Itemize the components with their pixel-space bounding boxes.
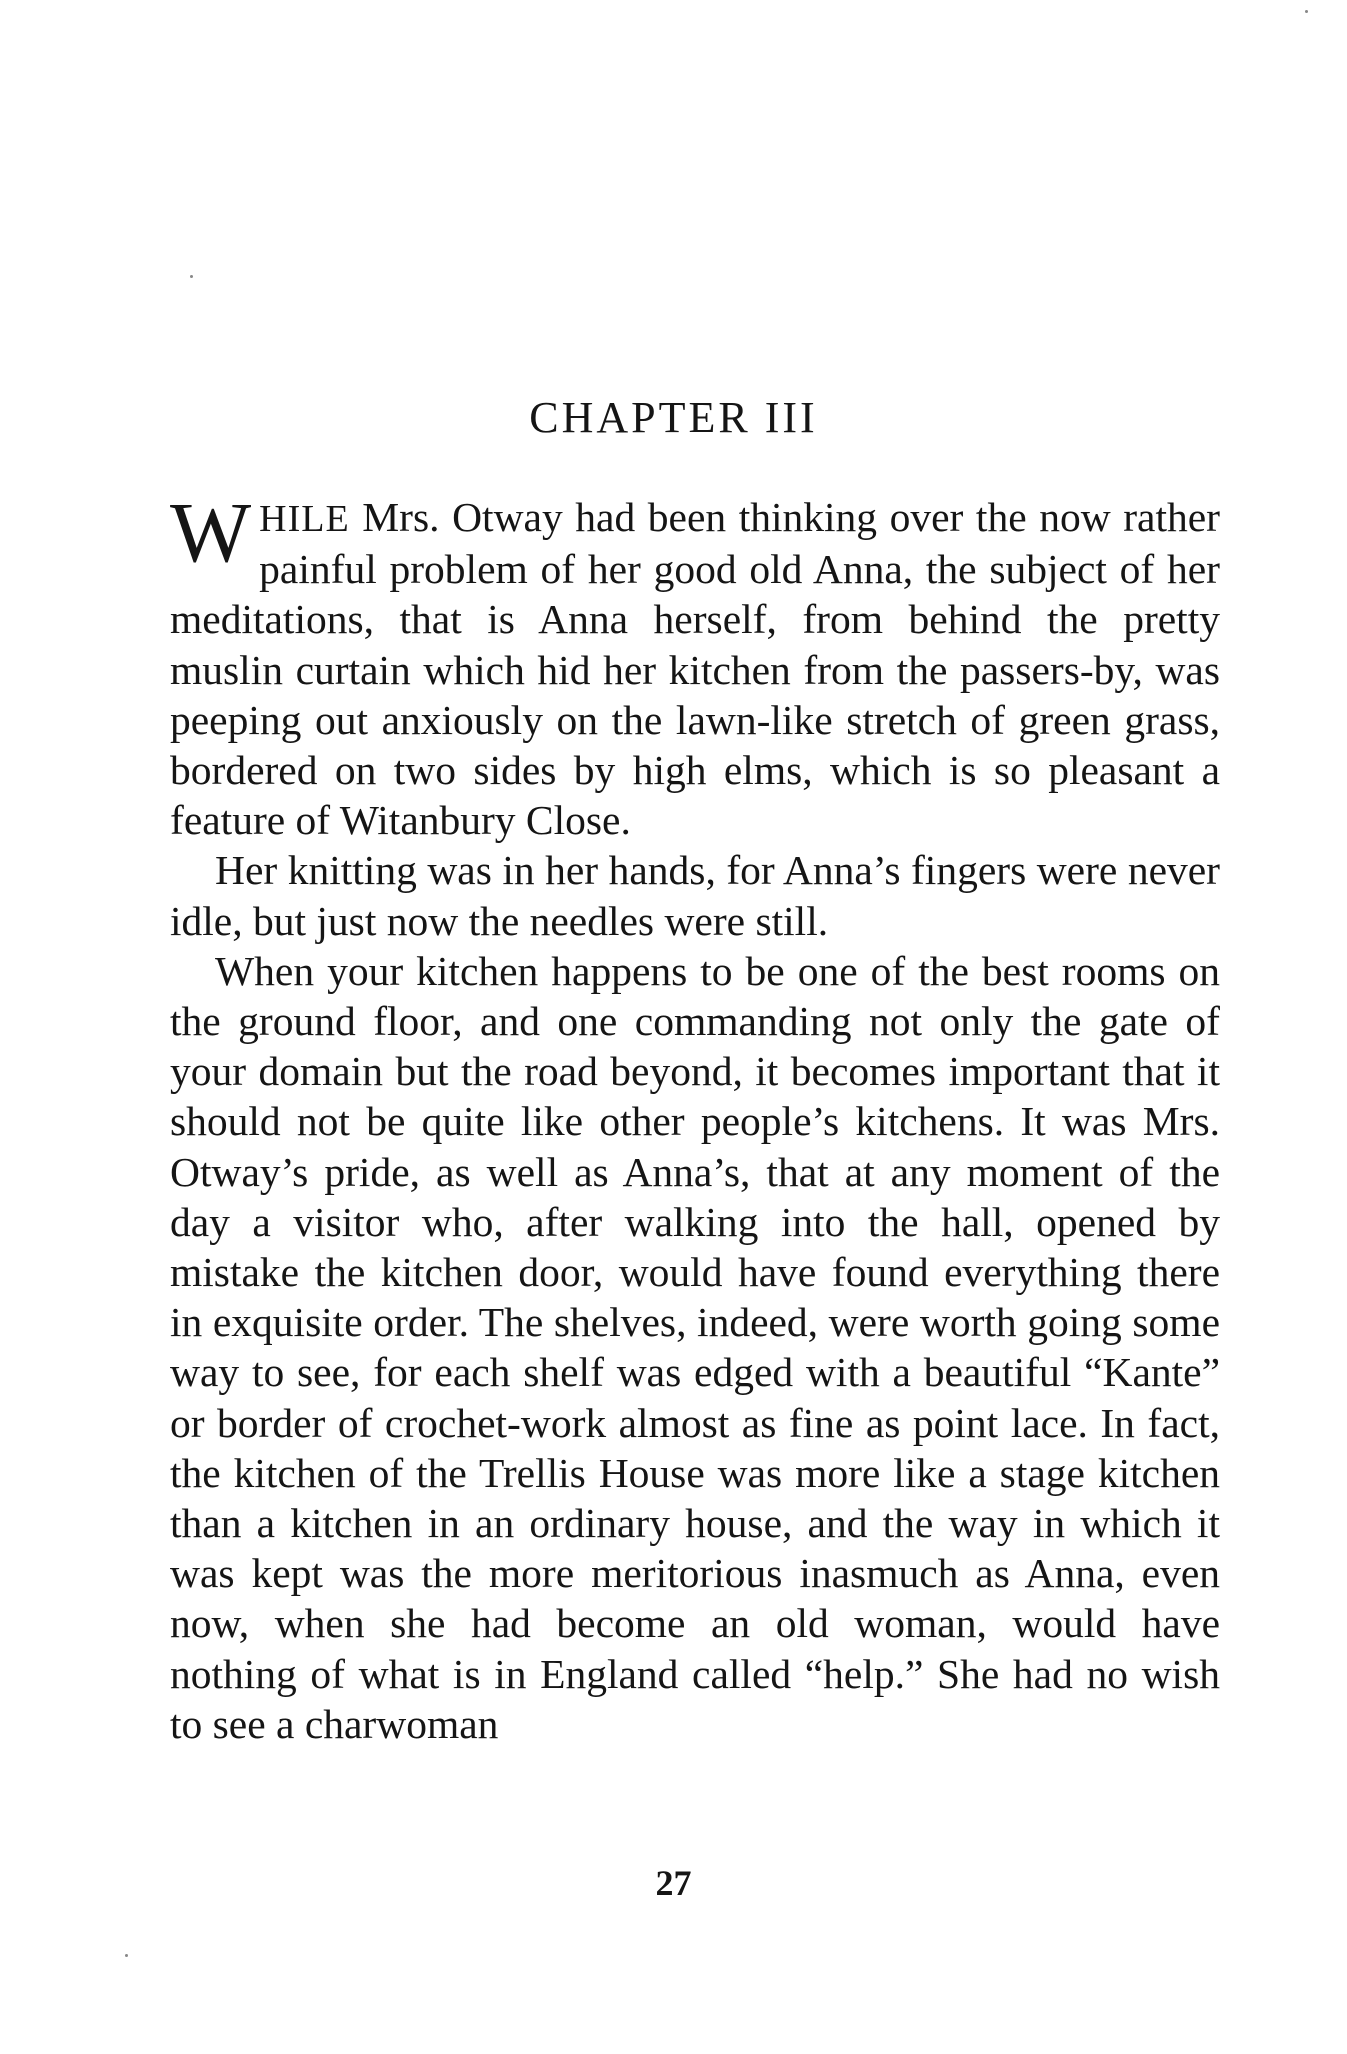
page-number: 27 (655, 1863, 692, 1903)
drop-cap: W (170, 484, 252, 580)
chapter-title: CHAPTER III (529, 393, 818, 442)
paragraph-2: Her knitting was in her hands, for Anna’s fingers were never idle, but just now the needles were still. (170, 847, 1220, 944)
paper-speck (125, 1954, 128, 1957)
paper-speck (1305, 10, 1308, 13)
paragraph-1 (170, 484, 1220, 845)
paragraph-3: When your kitchen happens to be one of the best rooms on the ground floor, and one commanding not only the gate of your domain but the road beyond, it becomes important that it should not be quite like other people’s kitchens. It was Mrs. Otway’s pride, as well as Anna’s, that at any moment of the day a visitor who, after walking into the hall, opened by mistake the kitchen door, would have found everything there in exquisite order. The shelves, indeed, were worth going some way to see, for each shelf was edged with a beautiful “Kante” or border of crochet-work almost as fine as point lace. In fact, the kitchen of the Trellis House was more like a stage kitchen than a kitchen in an ordinary house, and the way in which it was kept was the more meritorious inasmuch as Anna, even now, when she had become an old woman, would have nothing of what is in England called “help.” She had no wish to see a charwoman (170, 947, 1220, 1747)
paragraph-1-text: Mrs. Otway had been thinking over the now rather painful problem of her good old Anna, the subject of her meditations, that is Anna herself, from behind the pretty muslin curtain which hid her kitchen from the passers-by, was peeping out anxiously on the lawn-like stretch of green grass, bordered on two sides by high elms, which is so pleasant a feature of Witanbury Close. (170, 494, 1220, 844)
chapter-body (170, 484, 1220, 1749)
small-caps-lead-in: HILE (259, 498, 350, 540)
paper-speck (190, 275, 193, 278)
